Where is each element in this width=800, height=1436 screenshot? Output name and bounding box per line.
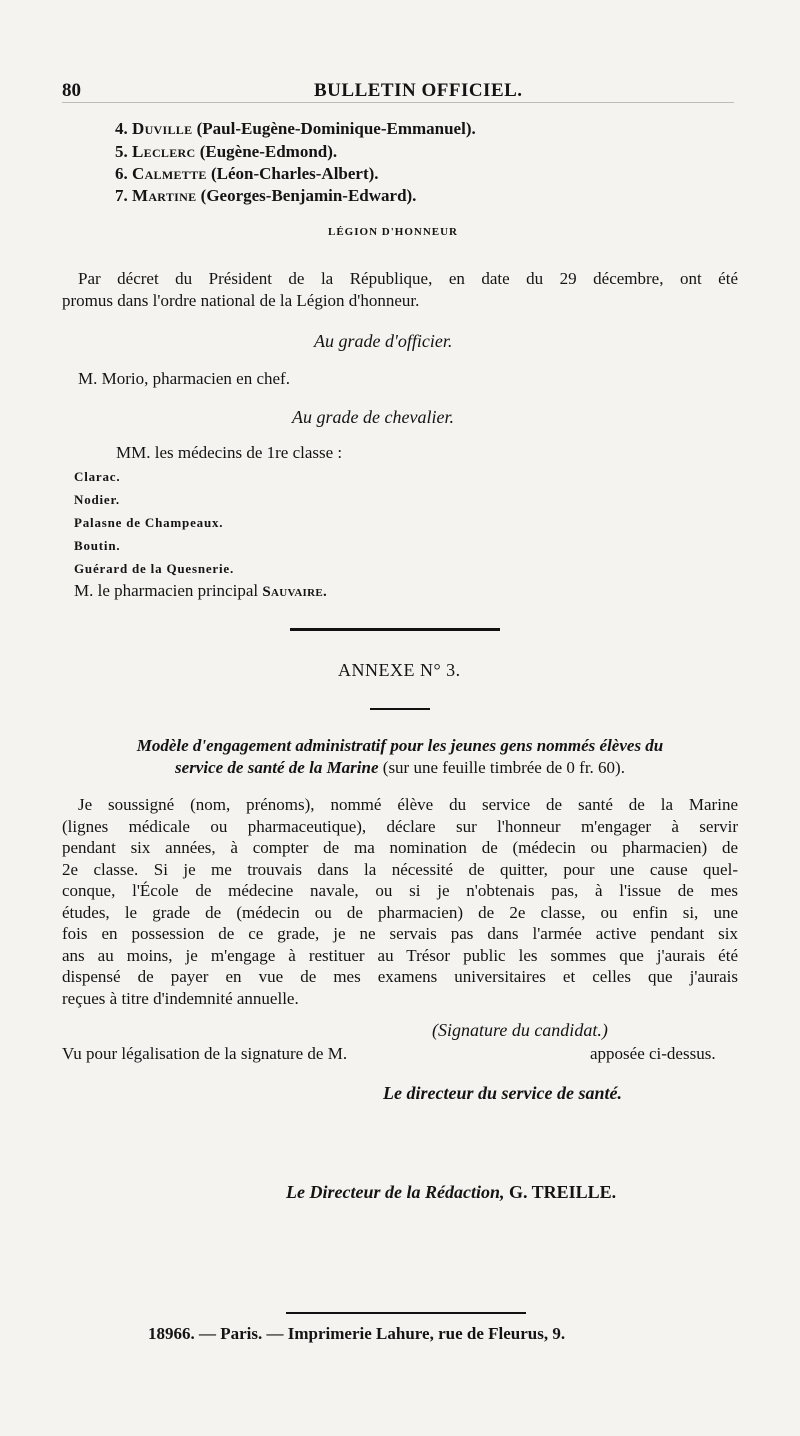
list-item: Clarac. [74,469,121,484]
medecins-intro: MM. les médecins de 1re classe : [116,443,343,462]
list-item: 5. Leclerc (Eugène-Edmond). [115,142,338,161]
annexe-subtitle: Modèle d'engagement administratif pour les jeunes gens nommés élèves du service de santé de la Marine (sur une feuille timbrée de 0 fr. 60). [136,736,664,777]
legalisation-suffix: apposée ci-dessus. [590,1044,716,1063]
annexe-rule [370,708,430,710]
footer-rule [286,1312,526,1314]
editor-credit: Le Directeur de la Rédaction, G. TREILLE. [286,1182,617,1202]
signature-line: (Signature du candidat.) [432,1020,608,1040]
annexe-title: ANNEXE N° 3. [338,660,461,680]
list-item: 4. Duville (Paul-Eugène-Dominique-Emmanuel). [115,119,476,138]
pharmacien-entry: M. le pharmacien principal Sauvaire. [74,581,328,600]
list-item: Palasne de Champeaux. [74,515,224,530]
officier-entry: M. Morio, pharmacien en chef. [78,369,290,388]
section-divider [290,628,500,631]
list-item: Guérard de la Quesnerie. [74,561,235,576]
officier-heading: Au grade d'officier. [314,331,453,351]
header-rule [62,102,734,103]
imprint-line: 18966. — Paris. — Imprimerie Lahure, rue de Fleurus, 9. [148,1324,566,1343]
page-number: 80 [62,80,81,101]
running-title: BULLETIN OFFICIEL. [314,80,523,101]
director-service-signature: Le directeur du service de santé. [383,1083,622,1103]
section-heading-legion: LÉGION D'HONNEUR [328,226,458,238]
list-item: Boutin. [74,538,121,553]
engagement-paragraph: Je soussigné (nom, prénoms), nommé élève du service de santé de la Marine (lignes médicale ou pharmaceutique), déclare sur l'honneur m'engager à servir pendant six années, à compter de ma nomination de (médecin ou pharmacien) de 2e classe. Si je me trouvais dans la nécessité de quitter, pour une cause quel- conque, l'École de médecine navale, ou si je n'obtenais pas, à l'issue de mes études, le grade de (médecin ou de pharmacien) de 2e classe, ou enfin si, une fois en possession de ce grade, je ne servais pas dans l'armée active pendant six ans au moins, je m'engage à restituer au Trésor public les sommes que j'aurais été dispensé de payer en vue de mes examens universitaires et celles que j'aurais reçues à titre d'indemnité annuelle. [62,795,738,1008]
list-item: 6. Calmette (Léon-Charles-Albert). [115,164,379,183]
decree-paragraph: Par décret du Président de la République, en date du 29 décembre, ont été promus dans l'ordre national de la Légion d'honneur. [62,269,738,310]
list-item: 7. Martine (Georges-Benjamin-Edward). [115,186,417,205]
chevalier-heading: Au grade de chevalier. [292,407,454,427]
list-item: Nodier. [74,492,120,507]
legalisation-text: Vu pour légalisation de la signature de M. [62,1044,348,1063]
